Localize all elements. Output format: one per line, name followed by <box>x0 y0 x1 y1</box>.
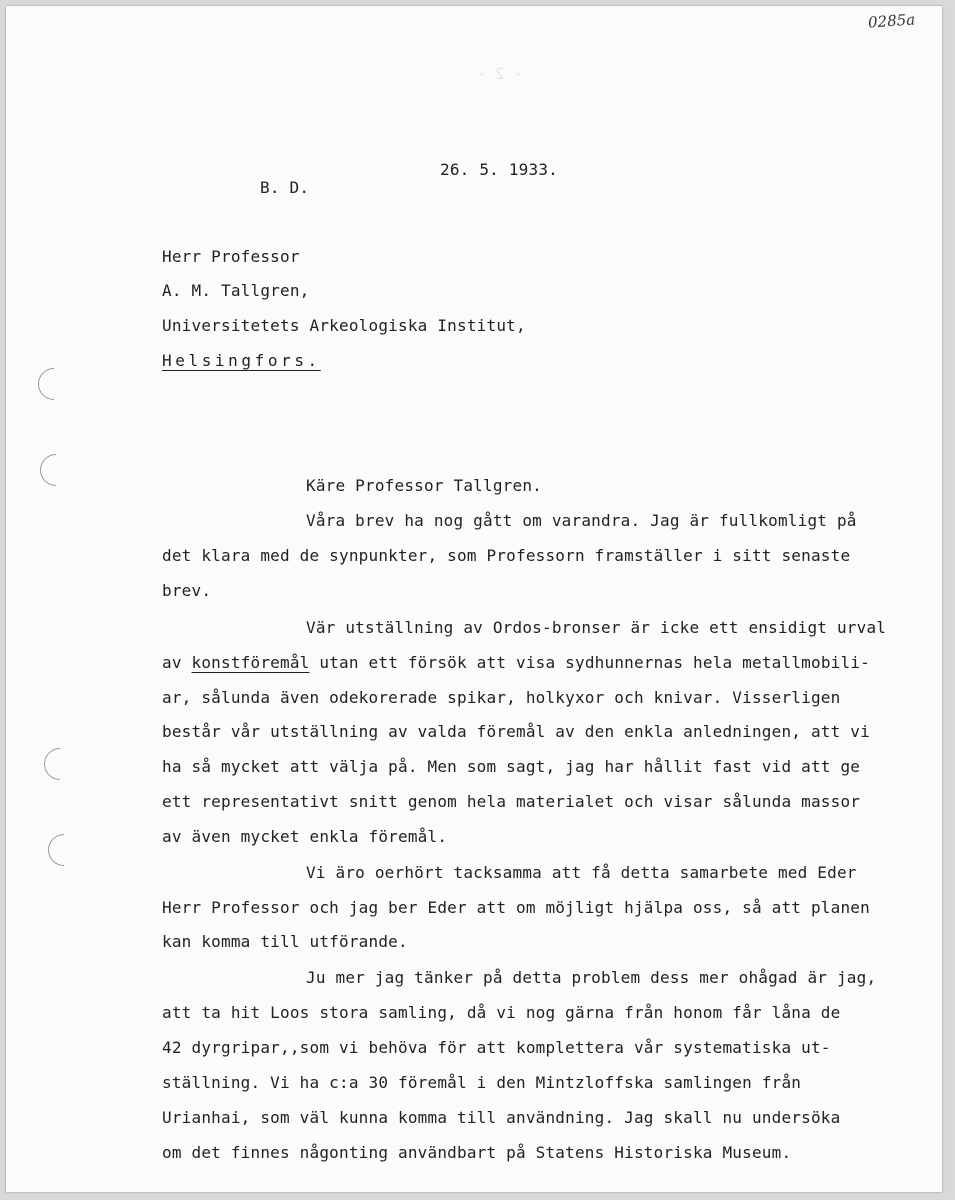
reference-code: B. D. <box>260 178 310 197</box>
archive-number: 0285a <box>867 10 916 32</box>
body-line: av även mycket enkla föremål. <box>162 827 448 846</box>
body-line: Vär utställning av Ordos-bronser är icke ett ensidigt urval <box>306 618 887 637</box>
body-line: Urianhai, som väl kunna komma till användning. Jag skall nu undersöka <box>162 1108 841 1127</box>
address-line: Universitetets Arkeologiska Institut, <box>162 316 526 335</box>
body-line: att ta hit Loos stora samling, då vi nog gärna från honom får låna de <box>162 1003 841 1022</box>
body-line: Vi äro oerhört tacksamma att få detta samarbete med Eder <box>306 863 857 882</box>
punch-hole <box>33 447 78 492</box>
body-line: ar, sålunda även odekorerade spikar, holkyxor och knivar. Visserligen <box>162 688 841 707</box>
body-line: ha så mycket att välja på. Men som sagt, jag har hållit fast vid att ge <box>162 757 861 776</box>
body-text: av <box>162 653 182 672</box>
bleed-through-page-mark: - 2 - <box>476 64 525 83</box>
body-line: det klara med de synpunkter, som Professorn framställer i sitt senaste <box>162 546 851 565</box>
punch-hole <box>41 827 86 872</box>
letter-date: 26. 5. 1933. <box>440 160 558 179</box>
body-text: utan ett försök att visa sydhunnernas hela metallmobili- <box>319 653 870 672</box>
body-line: består vår utställning av valda föremål av den enkla anledningen, att vi <box>162 722 870 741</box>
body-line: Ju mer jag tänker på detta problem dess mer ohågad är jag, <box>306 968 877 987</box>
address-line: A. M. Tallgren, <box>162 281 310 300</box>
punch-hole <box>37 741 82 786</box>
salutation: Käre Professor Tallgren. <box>306 476 542 495</box>
underlined-word: konstföremål <box>191 653 310 672</box>
letter-page <box>6 6 942 1192</box>
address-line: Herr Professor <box>162 247 300 266</box>
body-line: kan komma till utförande. <box>162 932 408 951</box>
body-line: Herr Professor och jag ber Eder att om möjligt hjälpa oss, så att planen <box>162 898 870 917</box>
punch-hole <box>31 361 76 406</box>
body-line: om det finnes någonting användbart på Statens Historiska Museum. <box>162 1143 792 1162</box>
body-line: Våra brev ha nog gått om varandra. Jag är fullkomligt på <box>306 511 857 530</box>
body-line: ställning. Vi ha c:a 30 föremål i den Mintzloffska samlingen från <box>162 1073 802 1092</box>
address-city: Helsingfors. <box>162 351 321 370</box>
body-line: 42 dyrgripar,,som vi behöva för att komplettera vår systematiska ut- <box>162 1038 831 1057</box>
body-line: brev. <box>162 581 212 600</box>
body-line-underlined <box>162 653 870 672</box>
body-line: ett representativt snitt genom hela materialet och visar sålunda massor <box>162 792 861 811</box>
